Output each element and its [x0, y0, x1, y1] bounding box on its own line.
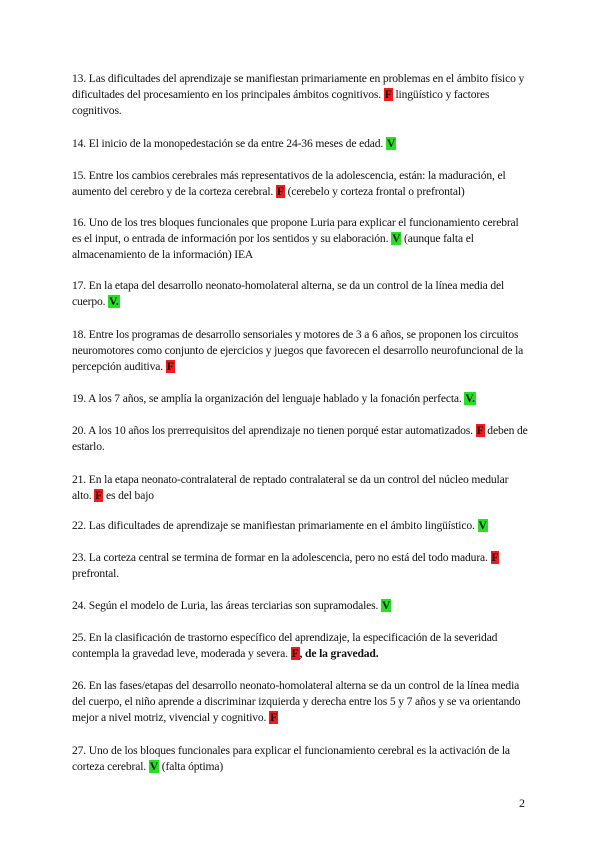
false-mark: F: [270, 711, 277, 724]
question-text: 21. En la etapa neonato-contralateral de reptado contralateral se da un control del núcleo medular alto.: [72, 473, 509, 502]
answer-note: prefrontal.: [72, 567, 119, 580]
question-text: 19. A los 7 años, se amplía la organización del lenguaje hablado y la fonación perfecta.: [72, 392, 462, 405]
false-mark: F: [166, 360, 174, 373]
true-mark: V.: [465, 392, 475, 405]
question-17: [72, 278, 528, 310]
question-text: 26. En las fases/etapas del desarrollo neonato-homolateral alterna se da un control de la línea media del cuerpo, el niño aprende a discriminar izquierda y derecha entre los 5 y 7 años y se va orientando mejor a nivel motriz, vivencial y cognitivo.: [72, 679, 521, 724]
question-text: 25. En la clasificación de trastorno específico del aprendizaje, la especificación de la severidad contempla la gravedad leve, moderada y severa.: [72, 631, 498, 660]
question-26: [72, 678, 528, 726]
question-15: [72, 168, 528, 200]
question-23: [72, 550, 528, 582]
true-mark: V: [386, 137, 396, 150]
question-16: [72, 215, 528, 263]
answer-note: , de la gravedad.: [299, 647, 379, 660]
false-mark: F: [276, 185, 284, 198]
false-mark: F: [291, 647, 299, 660]
question-19: [72, 391, 528, 407]
true-mark: V.: [109, 295, 119, 308]
answer-note: (aunque falta el almacenamiento de la información) IEA: [72, 232, 474, 261]
question-text: 13. Las dificultades del aprendizaje se manifiestan primariamente en problemas en el ámbito físico y dificultades del procesamiento en los principales ámbitos cognitivos.: [72, 72, 525, 101]
true-mark: V: [478, 519, 487, 532]
true-mark: V: [149, 760, 159, 773]
answer-note: es del bajo: [103, 489, 154, 502]
question-text: 14. El inicio de la monopedestación se da entre 24-36 meses de edad.: [72, 137, 384, 150]
false-mark: F: [491, 551, 499, 564]
answer-note: lingüístico y factores cognitivos.: [72, 88, 490, 117]
true-mark: V: [382, 599, 391, 612]
answer-note: deben de estarlo.: [72, 424, 528, 453]
answer-note: (cerebelo y corteza frontal o prefrontal): [284, 185, 465, 198]
question-text: 27. Uno de los bloques funcionales para explicar el funcionamiento cerebral es la activación de la corteza cerebral.: [72, 744, 510, 773]
true-mark: V: [392, 232, 401, 245]
question-13: [72, 71, 528, 119]
answer-note: (falta óptima): [159, 760, 224, 773]
question-text: 15. Entre los cambios cerebrales más representativos de la adolescencia, están: la maduración, el aumento del cerebro y de la corteza cerebral.: [72, 169, 506, 198]
question-25: [72, 630, 528, 662]
question-24: [72, 598, 528, 614]
question-18: [72, 327, 528, 375]
question-21: [72, 472, 528, 504]
question-text: 18. Entre los programas de desarrollo sensoriales y motores de 3 a 6 años, se proponen los circuitos neuromotores como conjunto de ejercicios y juegos que favorecen el desarrollo neurofuncional de la percepción auditiva.: [72, 328, 524, 373]
question-text: 16. Uno de los tres bloques funcionales que propone Luria para explicar el funcionamiento cerebral es el input, o entrada de información por los sentidos y su elaboración.: [72, 216, 519, 245]
question-text: 22. Las dificultades de aprendizaje se manifiestan primariamente en el ámbito lingüístico.: [72, 519, 475, 532]
question-22: [72, 518, 528, 534]
false-mark: F: [384, 88, 392, 101]
question-14: [72, 136, 528, 152]
question-20: [72, 423, 528, 455]
question-text: 24. Según el modelo de Luria, las áreas terciarias son supramodales.: [72, 599, 379, 612]
question-text: 20. A los 10 años los prerrequisitos del aprendizaje no tienen porqué estar automatizados.: [72, 424, 473, 437]
page-number: 2: [519, 796, 525, 810]
false-mark: F: [95, 489, 103, 502]
question-text: 17. En la etapa del desarrollo neonato-homolateral alterna, se da un control de la línea media del cuerpo.: [72, 279, 505, 308]
question-text: 23. La corteza central se termina de formar en la adolescencia, pero no está del todo madura.: [72, 551, 488, 564]
false-mark: F: [476, 424, 484, 437]
question-27: [72, 743, 528, 775]
